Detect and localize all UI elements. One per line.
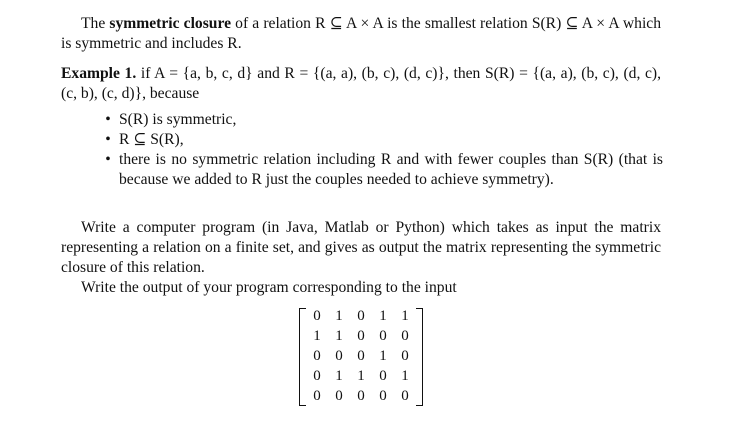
- example-paragraph: [61, 64, 661, 104]
- matrix-cell: 1: [357, 367, 365, 384]
- matrix-cell: 0: [357, 347, 365, 364]
- matrix-cell: 0: [313, 307, 321, 324]
- matrix-cell: 0: [401, 327, 409, 344]
- matrix-cell: 1: [401, 367, 409, 384]
- matrix-row: [306, 386, 416, 406]
- matrix-row: [306, 306, 416, 326]
- matrix-cell: 0: [401, 387, 409, 404]
- matrix-cell: 0: [357, 387, 365, 404]
- matrix-row: [306, 346, 416, 366]
- matrix-cell: 1: [335, 307, 343, 324]
- matrix-row: [306, 366, 416, 386]
- matrix-cell: 1: [379, 347, 387, 364]
- bullet-text: there is no symmetric relation including R and with fewer couples than S(R) (that is because we added to R just the couples needed to achieve symmetry).: [119, 151, 663, 188]
- example-label: Example 1.: [61, 65, 137, 82]
- matrix-cell: 0: [313, 387, 321, 404]
- bullet-text: R ⊆ S(R),: [119, 131, 184, 148]
- matrix-cell: 1: [335, 367, 343, 384]
- definition-paragraph: [61, 14, 661, 54]
- definition-term: symmetric closure: [109, 15, 232, 32]
- right-bracket: [416, 308, 423, 406]
- matrix-cell: 1: [379, 307, 387, 324]
- definition-prefix: The: [81, 15, 110, 32]
- matrix-cell: 0: [335, 387, 343, 404]
- input-matrix: [299, 306, 423, 406]
- matrix-row: [306, 326, 416, 346]
- definition-text: of a relation R ⊆ A × A is the smallest relation S(R) ⊆ A × A which is symmetric and includes R.: [61, 15, 661, 52]
- matrix-cell: 1: [401, 307, 409, 324]
- bullet-text: S(R) is symmetric,: [119, 111, 237, 128]
- matrix-cell: 0: [401, 347, 409, 364]
- task-instruction: Write the output of your program corresponding to the input: [81, 279, 457, 296]
- list-item: [103, 130, 663, 150]
- matrix-cell: 0: [357, 327, 365, 344]
- matrix-cell: 0: [335, 347, 343, 364]
- matrix-cell: 0: [313, 367, 321, 384]
- matrix-cell: 1: [313, 327, 321, 344]
- bullet-list: [103, 110, 663, 190]
- bullet-icon: •: [105, 151, 111, 168]
- list-item: [103, 110, 663, 130]
- matrix-cell: 0: [379, 387, 387, 404]
- bullet-icon: •: [105, 131, 111, 148]
- matrix-cell: 0: [313, 347, 321, 364]
- matrix-cell: 0: [379, 327, 387, 344]
- task-paragraph: Write a computer program (in Java, Matlab or Python) which takes as input the matrix representing a relation on a finite set, and gives as output the matrix representing the symmetric closure of this relation.: [61, 219, 661, 276]
- list-item: [103, 150, 663, 190]
- example-text: if A = {a, b, c, d} and R = {(a, a), (b, c), (d, c)}, then S(R) = {(a, a), (b, c), (d, c), (c, b), (c, d)}, because: [61, 65, 661, 102]
- matrix-cell: 0: [357, 307, 365, 324]
- matrix-table: [306, 306, 416, 406]
- left-bracket: [299, 308, 306, 406]
- matrix-cell: 1: [335, 327, 343, 344]
- matrix-cell: 0: [379, 367, 387, 384]
- bullet-icon: •: [105, 111, 111, 128]
